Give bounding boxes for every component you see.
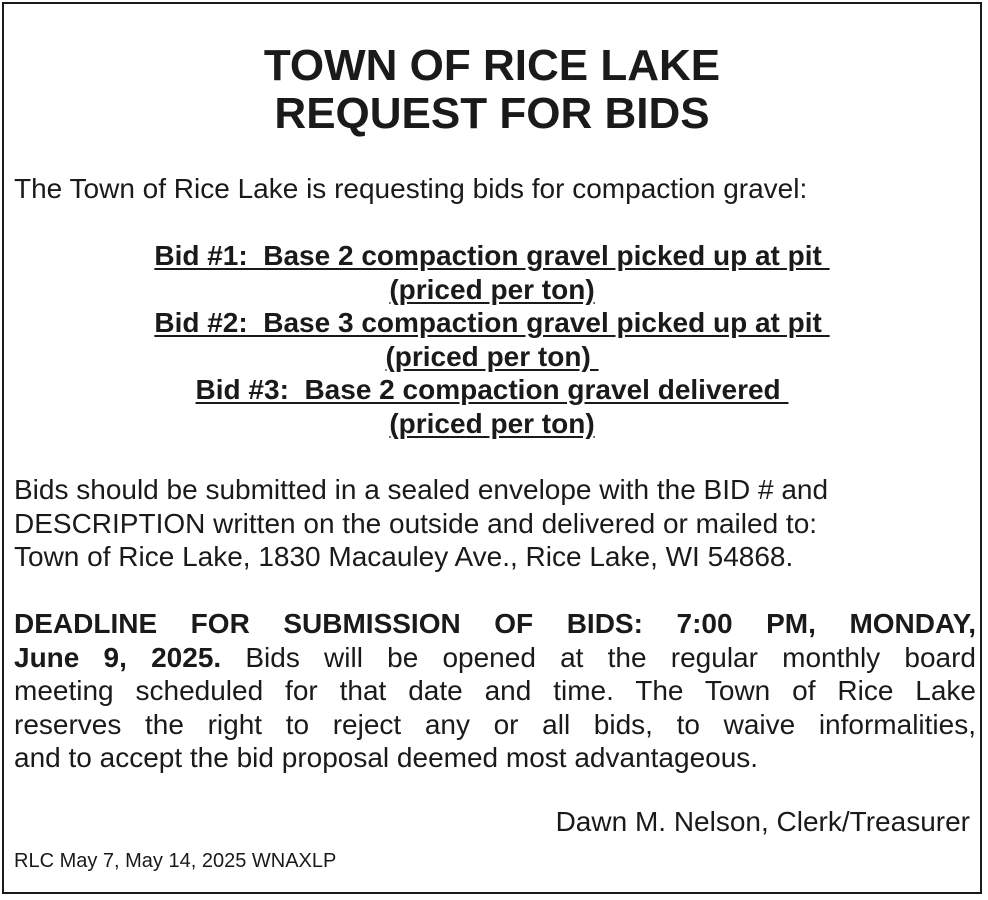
bid-1-description: Bid #1: Base 2 compaction gravel picked up at pit — [154, 240, 830, 271]
deadline-line: reserves the right to reject any or all bids, to waive informalities, — [14, 708, 976, 740]
deadline-line: meeting scheduled for that date and time. The Town of Rice Lake — [14, 675, 976, 706]
notice-title-line-1: TOWN OF RICE LAKE — [263, 41, 721, 90]
submission-line: DESCRIPTION written on the outside and delivered or mailed to: — [14, 507, 818, 539]
bid-3-description: Bid #3: Base 2 compaction gravel delivered — [195, 374, 789, 405]
bid-2-description: Bid #2: Base 3 compaction gravel picked up at pit — [154, 307, 830, 338]
bid-3-pricing: (priced per ton) — [389, 407, 595, 439]
signature: Dawn M. Nelson, Clerk/Treasurer — [555, 806, 970, 837]
submission-line: Bids should be submitted in a sealed envelope with the BID # and — [14, 474, 829, 505]
deadline-paragraph — [14, 607, 976, 775]
bid-2-pricing: (priced per ton) — [385, 340, 599, 372]
publication-line: RLC May 7, May 14, 2025 WNAXLP — [14, 850, 337, 872]
bid-list — [4, 239, 980, 440]
notice-title-line-2: REQUEST FOR BIDS — [274, 89, 710, 138]
deadline-heading: DEADLINE FOR SUBMISSION OF BIDS: 7:00 PM, MONDAY, — [14, 608, 976, 639]
submission-line: Town of Rice Lake, 1830 Macauley Ave., Rice Lake, WI 54868. — [14, 541, 794, 572]
deadline-date: June 9, 2025. — [14, 641, 222, 673]
intro-text: The Town of Rice Lake is requesting bids for compaction gravel: — [14, 173, 808, 204]
deadline-line-text: Bids will be opened at the regular monthly board — [221, 641, 976, 673]
deadline-line — [14, 641, 976, 675]
legal-notice — [2, 2, 982, 894]
deadline-line: and to accept the bid proposal deemed most advantageous. — [14, 742, 759, 773]
bid-1-pricing: (priced per ton) — [389, 273, 595, 305]
submission-instructions — [14, 473, 976, 574]
